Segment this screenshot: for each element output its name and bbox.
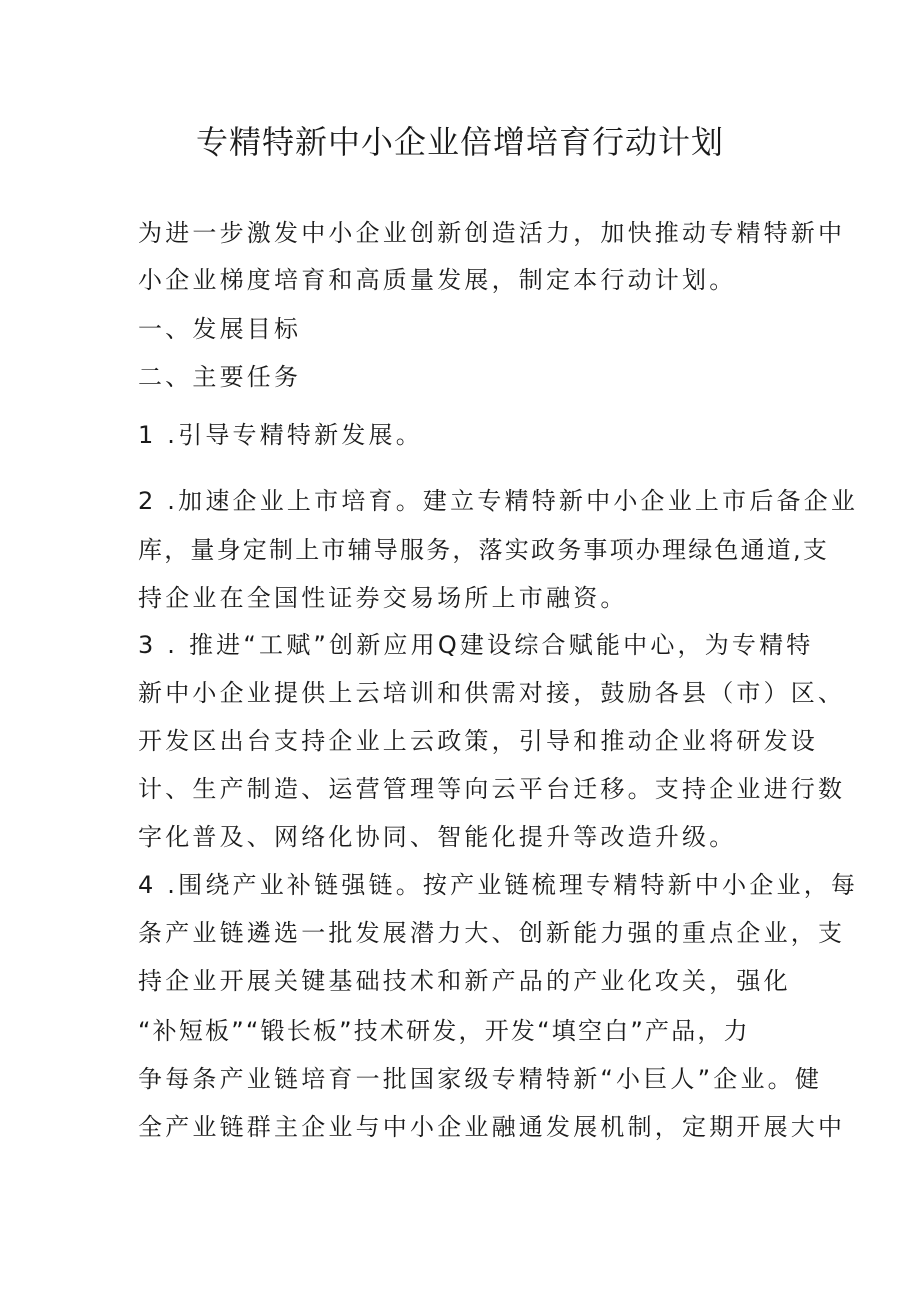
section-heading-goals: 一、发展目标: [138, 315, 302, 343]
item-4-line-2: 条产业链遴选一批发展潜力大、创新能力强的重点企业，支: [138, 919, 846, 947]
item-1-line-1: 1 .引导专精特新发展。: [138, 421, 423, 449]
item-3-line-4: 计、生产制造、运营管理等向云平台迁移。支持企业进行数: [138, 775, 846, 803]
paragraph-line-1: 为进一步激发中小企业创新创造活力，加快推动专精特新中: [138, 219, 846, 247]
item-2-line-2: 库，量身定制上市辅导服务，落实政务事项办理绿色通道,支: [138, 536, 830, 564]
item-4-line-1: 4 .围绕产业补链强链。按产业链梳理专精特新中小企业，每: [138, 871, 859, 899]
item-3-line-5: 字化普及、网络化协同、智能化提升等改造升级。: [138, 823, 737, 851]
item-3-line-1: 3 . 推进“工赋”创新应用Q建设综合赋能中心，为专精特: [138, 631, 814, 659]
section-heading-tasks: 二、主要任务: [138, 363, 302, 391]
item-4-line-6: 全产业链群主企业与中小企业融通发展机制，定期开展大中: [138, 1113, 846, 1141]
document-title: 专精特新中小企业倍增培育行动计划: [195, 123, 724, 161]
paragraph-line-2: 小企业梯度培育和高质量发展，制定本行动计划。: [138, 266, 737, 294]
item-3-line-3: 开发区出台支持企业上云政策，引导和推动企业将研发设: [138, 727, 818, 755]
item-3-line-2: 新中小企业提供上云培训和供需对接，鼓励各县（市）区、: [138, 679, 846, 707]
item-2-line-3: 持企业在全国性证券交易场所上市融资。: [138, 584, 628, 612]
item-4-line-4: “补短板”“锻长板”技术研发，开发“填空白”产品，力: [138, 1017, 750, 1045]
item-4-line-3: 持企业开展关键基础技术和新产品的产业化攻关，强化: [138, 967, 791, 995]
item-2-line-1: 2 .加速企业上市培育。建立专精特新中小企业上市后备企业: [138, 487, 859, 515]
item-4-line-5: 争每条产业链培育一批国家级专精特新“小巨人”企业。健: [138, 1065, 823, 1093]
